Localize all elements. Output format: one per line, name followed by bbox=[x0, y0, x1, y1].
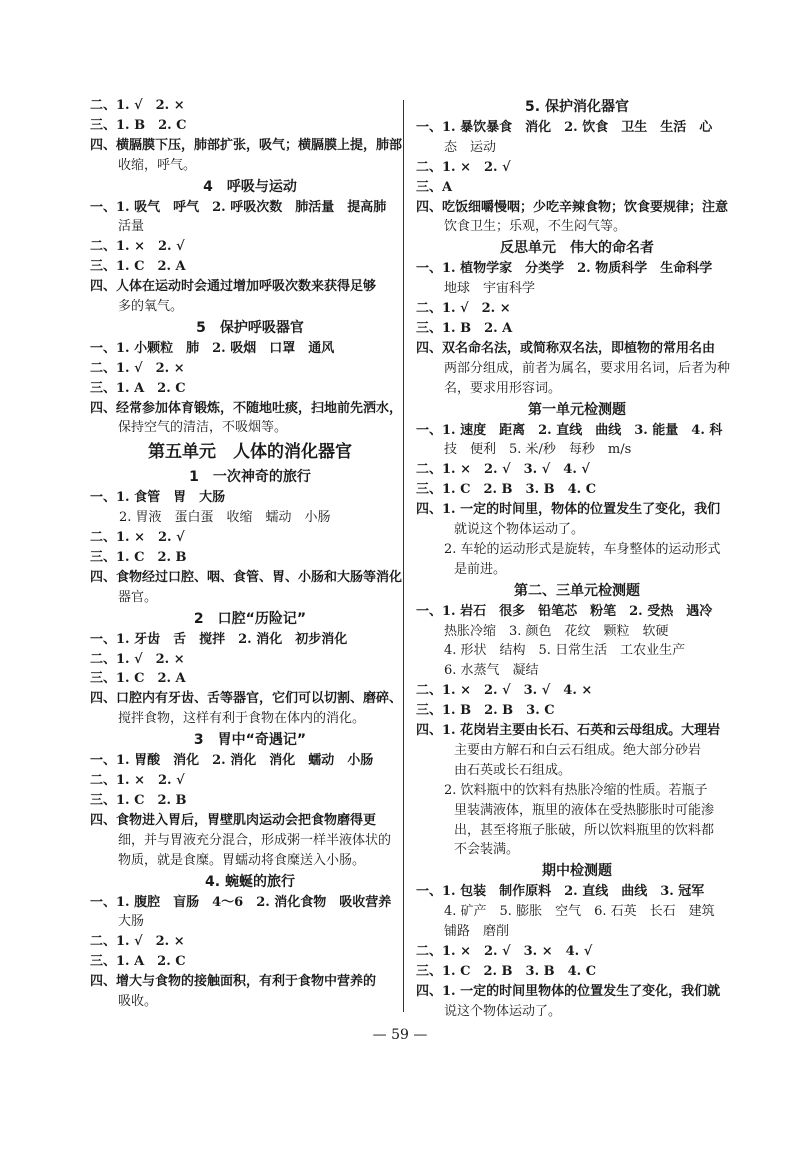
page-number: — 59 — bbox=[372, 1027, 428, 1043]
answer-continuation: 不会装满。 bbox=[454, 842, 520, 858]
answer-line: 一、1. 暴饮暴食 消化 2. 饮食 卫生 生活 心 bbox=[416, 120, 713, 135]
answer-continuation: 铺路 磨削 bbox=[444, 924, 510, 940]
answer-continuation: 里装满液体，瓶里的液体在受热膨胀时可能渗 bbox=[454, 802, 715, 818]
answer-continuation: 出，甚至将瓶子胀破，所以饮料瓶里的饮料都 bbox=[454, 822, 715, 838]
answer-line: 二、1. √ 2. × bbox=[90, 360, 185, 376]
answer-continuation: 2. 饮料瓶中的饮料有热胀冷缩的性质。若瓶子 bbox=[444, 782, 708, 798]
answer-line: 四、经常参加体育锻炼，不随地吐痰，扫地前先洒水， bbox=[90, 400, 403, 416]
right-column bbox=[416, 96, 738, 1022]
answer-line: 2. 胃液 蛋白蛋 收缩 蠕动 小肠 bbox=[106, 510, 331, 526]
answer-line: 三、A bbox=[416, 179, 453, 195]
answer-line: 三、1. C 2. B bbox=[90, 550, 187, 566]
column-divider bbox=[403, 100, 404, 1012]
answer-line: 四、1. 花岗岩主要由长石、石英和云母组成。大理岩 bbox=[416, 723, 721, 739]
answer-line: 四、横膈膜下压，肺部扩张，吸气；横膈膜上提，肺部 bbox=[90, 137, 403, 153]
answer-line: 四、人体在运动时会通过增加呼吸次数来获得足够 bbox=[90, 279, 377, 295]
answer-line: 二、1. × 2. √ 3. √ 4. × bbox=[416, 683, 593, 699]
answer-line: 四、1. 一定的时间里物体的位置发生了变化，我们就 bbox=[416, 983, 721, 999]
answer-line: 一、1. 速度 距离 2. 直线 曲线 3. 能量 4. 科 bbox=[416, 422, 723, 438]
answer-continuation: 大肠 bbox=[118, 914, 145, 930]
answer-continuation: 饮食卫生；乐观，不生闷气等。 bbox=[444, 219, 627, 235]
answer-continuation: 名，要求用形容词。 bbox=[444, 380, 562, 396]
answer-line: 四、双名命名法，或简称双名法，即植物的常用名由 bbox=[416, 340, 716, 356]
answer-continuation: 4. 形状 结构 5. 日常生活 工农业生产 bbox=[444, 643, 686, 659]
answer-line: 二、1. √ 2. × bbox=[90, 98, 185, 113]
section-heading: 5. 保护消化器官 bbox=[525, 99, 629, 115]
left-column bbox=[90, 96, 410, 1012]
answer-line: 三、1. B 2. C bbox=[90, 117, 187, 133]
section-heading: 5 保护呼吸器官 bbox=[196, 319, 304, 336]
answer-continuation: 说这个物体运动了。 bbox=[444, 1003, 562, 1019]
answer-line: 二、1. √ 2. × bbox=[90, 934, 185, 950]
answer-continuation: 活量 bbox=[118, 219, 145, 235]
answer-line: 二、1. × 2. √ bbox=[416, 159, 511, 175]
answer-line: 三、1. C 2. B 3. B 4. C bbox=[416, 482, 597, 498]
answer-continuation: 由石英或长石组成。 bbox=[454, 762, 572, 778]
answer-line: 三、1. C 2. A bbox=[90, 671, 186, 687]
answer-line: 三、1. A 2. C bbox=[90, 380, 186, 396]
answer-line: 三、1. C 2. B bbox=[90, 792, 187, 808]
section-heading: 3 胃中“奇遇记” bbox=[193, 732, 307, 749]
answer-line: 一、1. 胃酸 消化 2. 消化 消化 蠕动 小肠 bbox=[90, 753, 374, 769]
unit-title: 第五单元 人体的消化器官 bbox=[148, 442, 352, 463]
answer-continuation: 就说这个物体运动了。 bbox=[454, 522, 585, 538]
answer-line: 二、1. × 2. √ 3. × 4. √ bbox=[416, 943, 593, 959]
answer-line: 一、1. 包装 制作原料 2. 直线 曲线 3. 冠军 bbox=[416, 884, 705, 900]
section-heading: 第一单元检测题 bbox=[528, 401, 626, 418]
answer-line: 四、增大与食物的接触面积，有利于食物中营养的 bbox=[90, 974, 377, 990]
answer-continuation: 4. 矿产 5. 膨胀 空气 6. 石英 长石 建筑 bbox=[444, 904, 715, 920]
section-heading: 期中检测题 bbox=[542, 863, 612, 880]
answer-line: 二、1. × 2. √ bbox=[90, 239, 185, 255]
answer-line: 四、口腔内有牙齿、舌等器官，它们可以切割、磨碎、 bbox=[90, 691, 403, 707]
section-heading: 1 一次神奇的旅行 bbox=[189, 469, 311, 486]
answer-line: 一、1. 食管 胃 大肠 bbox=[90, 490, 226, 506]
section-heading: 4 呼吸与运动 bbox=[203, 178, 297, 195]
answer-line: 四、1. 一定的时间里，物体的位置发生了变化，我们 bbox=[416, 502, 721, 518]
answer-continuation: 热胀冷缩 3. 颜色 花纹 颗粒 软硬 bbox=[444, 623, 669, 639]
answer-line: 一、1. 腹腔 盲肠 4～6 2. 消化食物 吸收营养 bbox=[90, 894, 392, 910]
answer-line: 三、1. B 2. B 3. C bbox=[416, 703, 555, 719]
answer-line: 二、1. √ 2. × bbox=[90, 651, 185, 667]
answer-continuation: 吸收。 bbox=[118, 993, 158, 1009]
answer-continuation: 2. 车轮的运动形式是旋转，车身整体的运动形式 bbox=[444, 541, 721, 557]
answer-continuation: 细，并与胃液充分混合，形成粥一样半液体状的 bbox=[118, 832, 392, 848]
answer-continuation: 技 便利 5. 米/秒 每秒 m/s bbox=[444, 442, 632, 458]
answer-continuation: 多的氧气。 bbox=[118, 299, 184, 315]
answer-line: 二、1. × 2. √ 3. √ 4. √ bbox=[416, 462, 590, 478]
answer-line: 三、1. C 2. B 3. B 4. C bbox=[416, 963, 597, 979]
section-heading: 第二、三单元检测题 bbox=[514, 582, 640, 599]
answer-continuation: 保持空气的清洁，不吸烟等。 bbox=[118, 420, 288, 436]
answer-line: 一、1. 岩石 很多 铅笔芯 粉笔 2. 受热 遇冷 bbox=[416, 603, 713, 619]
answer-line: 二、1. √ 2. × bbox=[416, 301, 511, 317]
section-heading: 4. 蜿蜒的旅行 bbox=[205, 873, 295, 890]
answer-line: 一、1. 吸气 呼气 2. 呼吸次数 肺活量 提高肺 bbox=[90, 199, 387, 215]
answer-line: 三、1. A 2. C bbox=[90, 954, 186, 970]
answer-continuation: 地球 宇宙科学 bbox=[444, 281, 536, 297]
answer-line: 四、食物经过口腔、咽、食管、胃、小肠和大肠等消化 bbox=[90, 569, 403, 585]
answer-line: 四、食物进入胃后，胃壁肌肉运动会把食物磨得更 bbox=[90, 812, 377, 828]
answer-line: 四、吃饭细嚼慢咽；少吃辛辣食物；饮食要规律；注意 bbox=[416, 199, 729, 215]
answer-line: 一、1. 牙齿 舌 搅拌 2. 消化 初步消化 bbox=[90, 631, 348, 647]
answer-continuation: 搅拌食物，这样有利于食物在体内的消化。 bbox=[118, 711, 366, 727]
answer-continuation: 态 运动 bbox=[444, 139, 497, 155]
answer-continuation: 器官。 bbox=[118, 589, 158, 605]
answer-continuation: 物质，就是食糜。胃蠕动将食糜送入小肠。 bbox=[118, 852, 366, 868]
answer-continuation: 6. 水蒸气 凝结 bbox=[444, 663, 539, 679]
answer-continuation: 收缩，呼气。 bbox=[118, 157, 197, 173]
answer-line: 三、1. B 2. A bbox=[416, 321, 513, 337]
section-heading: 2 口腔“历险记” bbox=[193, 610, 307, 627]
answer-line: 二、1. × 2. √ bbox=[90, 530, 185, 546]
section-heading: 反思单元 伟大的命名者 bbox=[500, 240, 654, 257]
answer-line: 一、1. 植物学家 分类学 2. 物质科学 生命科学 bbox=[416, 261, 713, 277]
answer-line: 二、1. × 2. √ bbox=[90, 773, 185, 789]
answer-continuation: 两部分组成，前者为属名，要求用名词，后者为种 bbox=[444, 360, 731, 376]
answer-continuation: 是前进。 bbox=[454, 561, 507, 577]
answer-line: 一、1. 小颗粒 肺 2. 吸烟 口罩 通风 bbox=[90, 340, 335, 356]
answer-line: 三、1. C 2. A bbox=[90, 259, 186, 275]
answer-continuation: 主要由方解石和白云石组成。绝大部分砂岩 bbox=[454, 742, 702, 758]
